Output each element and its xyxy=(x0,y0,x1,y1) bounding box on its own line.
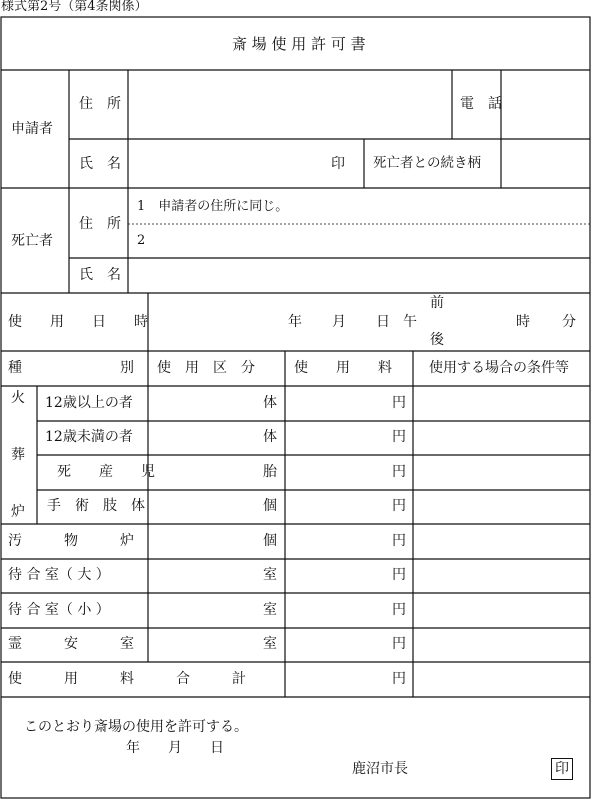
table-row-type: 待 合 室（ 小 ） xyxy=(8,602,110,618)
table-row-unit: 胎 xyxy=(263,464,277,480)
table-row-fee: 円 xyxy=(392,602,406,618)
table-row-fee: 円 xyxy=(392,498,406,514)
deceased-name-label: 氏 名 xyxy=(79,267,121,283)
table-row-fee: 円 xyxy=(392,636,406,652)
table-row-type: 待 合 室（ 大 ） xyxy=(8,567,110,583)
crematory-label-1: 火 xyxy=(11,390,25,406)
page-title: 斎 場 使 用 許 可 書 xyxy=(232,35,366,53)
crematory-label-3: 炉 xyxy=(11,504,25,520)
usage-ampm-mae: 前 xyxy=(430,295,444,311)
permit-statement: このとおり斎場の使用を許可する。 xyxy=(24,719,248,735)
table-row-type: 12歳未満の者 xyxy=(45,429,133,445)
applicant-seal: 印 xyxy=(331,156,345,172)
applicant-phone-label: 電 話 xyxy=(460,96,502,112)
official-seal: 印 xyxy=(551,758,573,780)
table-row-unit: 室 xyxy=(263,567,277,583)
header-type: 種 別 xyxy=(8,360,134,376)
usage-day: 日 xyxy=(376,314,390,330)
table-row-type: 霊 安 室 xyxy=(8,636,134,652)
applicant-name-label: 氏 名 xyxy=(79,156,121,172)
form-number: 様式第2号（第4条関係） xyxy=(1,0,148,14)
deceased-group-label: 死亡者 xyxy=(11,233,53,249)
issuer-name: 鹿沼市長 xyxy=(352,761,408,777)
relation-label: 死亡者との続き柄 xyxy=(373,155,481,171)
usage-ampm-ato: 後 xyxy=(430,332,444,348)
table-row-fee: 円 xyxy=(392,464,406,480)
table-row-fee: 円 xyxy=(392,567,406,583)
applicant-group-label: 申請者 xyxy=(11,121,53,137)
table-row-unit: 室 xyxy=(263,602,277,618)
usage-hour: 時 xyxy=(516,314,530,330)
crematory-label-2: 葬 xyxy=(11,447,25,463)
deceased-address-line2: 2 xyxy=(137,233,146,248)
header-fee: 使 用 料 xyxy=(294,360,392,376)
table-row-fee: 円 xyxy=(392,533,406,549)
header-category: 使 用 区 分 xyxy=(157,360,255,376)
table-row-unit: 個 xyxy=(263,533,277,549)
deceased-address-line1: 1 申請者の住所に同じ。 xyxy=(137,199,289,214)
table-row-type: 汚 物 炉 xyxy=(8,533,134,549)
usage-datetime-label: 使 用 日 時 xyxy=(8,314,148,330)
total-label: 使 用 料 合 計 xyxy=(8,671,246,687)
table-row-unit: 体 xyxy=(263,395,277,411)
total-fee: 円 xyxy=(392,671,406,687)
usage-gozen: 午 xyxy=(403,314,417,330)
usage-minute: 分 xyxy=(562,314,576,330)
header-conditions: 使用する場合の条件等 xyxy=(429,360,569,376)
table-row-fee: 円 xyxy=(392,395,406,411)
table-row-unit: 個 xyxy=(263,498,277,514)
table-row-unit: 体 xyxy=(263,429,277,445)
table-row-unit: 室 xyxy=(263,636,277,652)
permit-date: 年 月 日 xyxy=(126,740,224,756)
table-row-type: 手 術 肢 体 xyxy=(47,498,145,514)
applicant-address-label: 住 所 xyxy=(79,96,121,112)
table-row-type: 12歳以上の者 xyxy=(45,395,133,411)
table-row-fee: 円 xyxy=(392,429,406,445)
deceased-address-label: 住 所 xyxy=(79,216,121,232)
usage-year: 年 xyxy=(288,314,302,330)
table-row-type: 死 産 児 xyxy=(57,464,155,480)
usage-month: 月 xyxy=(332,314,346,330)
